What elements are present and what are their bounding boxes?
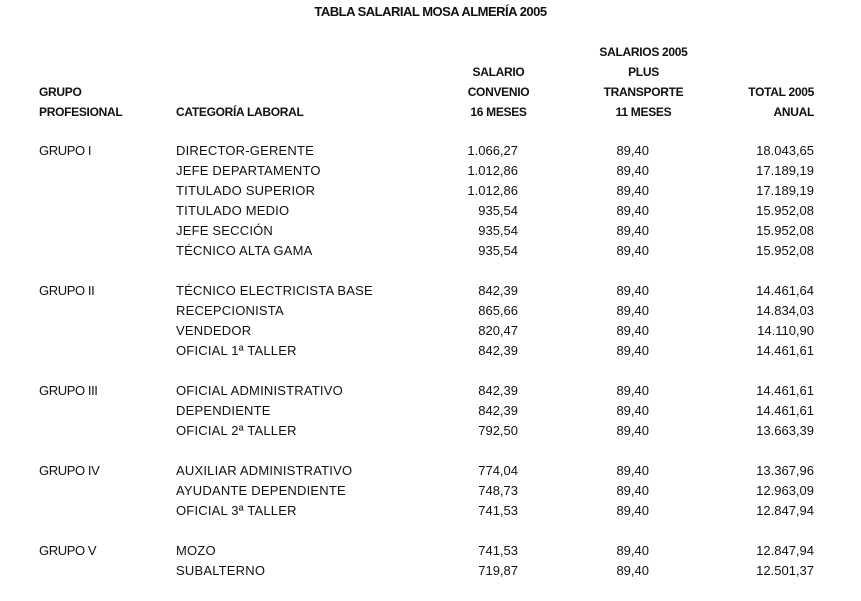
salario-cell: 741,53 [478,543,518,558]
plus-transporte-cell: 89,40 [616,223,649,238]
salario-cell: 820,47 [478,323,518,338]
categoria-cell: SUBALTERNO [176,563,266,578]
total-anual-cell: 17.189,19 [756,183,814,198]
categoria-cell: TITULADO SUPERIOR [176,183,316,198]
total-anual-cell: 12.847,94 [756,503,814,518]
plus-transporte-cell: 89,40 [616,383,649,398]
categoria-cell: OFICIAL ADMINISTRATIVO [176,383,343,398]
header-line: SALARIOS 2005 [599,45,688,59]
table-row [0,241,861,261]
table-row [0,501,861,521]
plus-transporte-cell: 89,40 [616,183,649,198]
total-anual-cell: 13.663,39 [756,423,814,438]
header-line: CONVENIO [467,85,530,99]
plus-transporte-cell: 89,40 [616,243,649,258]
group-block [0,541,861,581]
plus-transporte-cell: 89,40 [616,323,649,338]
total-anual-cell: 12.501,37 [756,563,814,578]
categoria-cell: OFICIAL 3ª TALLER [176,503,297,518]
total-anual-cell: 18.043,65 [756,143,814,158]
group-name: GRUPO II [39,283,95,298]
header-line: TOTAL 2005 [748,85,814,99]
categoria-cell: JEFE DEPARTAMENTO [176,163,321,178]
header-total-anual [690,82,814,122]
table-row [0,381,861,401]
total-anual-cell: 12.963,09 [756,483,814,498]
total-anual-cell: 15.952,08 [756,243,814,258]
header-line: 11 MESES [615,105,672,119]
plus-transporte-cell: 89,40 [616,403,649,418]
salary-table-body [0,141,861,601]
salario-cell: 935,54 [478,223,518,238]
total-anual-cell: 13.367,96 [756,463,814,478]
salario-cell: 741,53 [478,503,518,518]
page-title: TABLA SALARIAL MOSA ALMERÍA 2005 [314,4,547,19]
categoria-cell: JEFE SECCIÓN [176,223,274,238]
header-line: GRUPO [39,85,82,99]
table-row [0,141,861,161]
categoria-cell: RECEPCIONISTA [176,303,284,318]
table-row [0,461,861,481]
categoria-cell: TITULADO MEDIO [176,203,290,218]
header-line: PROFESIONAL [39,105,123,119]
table-row [0,281,861,301]
total-anual-cell: 14.461,61 [756,383,814,398]
table-row [0,541,861,561]
group-name: GRUPO V [39,543,97,558]
salario-cell: 935,54 [478,203,518,218]
total-anual-cell: 14.461,61 [756,343,814,358]
salario-cell: 842,39 [478,283,518,298]
group-block [0,281,861,361]
table-row [0,181,861,201]
group-block [0,381,861,441]
salario-cell: 1.012,86 [467,183,518,198]
salario-cell: 719,87 [478,563,518,578]
salario-cell: 774,04 [478,463,518,478]
categoria-cell: DEPENDIENTE [176,403,271,418]
group-block [0,461,861,521]
plus-transporte-cell: 89,40 [616,483,649,498]
header-line: SALARIO [472,65,525,79]
salario-cell: 935,54 [478,243,518,258]
plus-transporte-cell: 89,40 [616,543,649,558]
salario-cell: 1.012,86 [467,163,518,178]
categoria-cell: VENDEDOR [176,323,252,338]
categoria-cell: OFICIAL 2ª TALLER [176,423,297,438]
total-anual-cell: 17.189,19 [756,163,814,178]
salario-cell: 842,39 [478,403,518,418]
categoria-cell: AYUDANTE DEPENDIENTE [176,483,346,498]
salario-cell: 842,39 [478,343,518,358]
salario-cell: 792,50 [478,423,518,438]
table-row [0,421,861,441]
header-salario-convenio [430,62,567,122]
salario-cell: 865,66 [478,303,518,318]
total-anual-cell: 14.834,03 [756,303,814,318]
header-grupo-profesional [39,82,122,122]
total-anual-cell: 14.461,64 [756,283,814,298]
table-row [0,321,861,341]
plus-transporte-cell: 89,40 [616,503,649,518]
group-name: GRUPO I [39,143,92,158]
table-row [0,341,861,361]
header-categoria-laboral [176,102,304,122]
categoria-cell: TÉCNICO ALTA GAMA [176,243,313,258]
header-line: 16 MESES [470,105,527,119]
categoria-cell: AUXILIAR ADMINISTRATIVO [176,463,353,478]
table-row [0,161,861,181]
plus-transporte-cell: 89,40 [616,143,649,158]
total-anual-cell: 12.847,94 [756,543,814,558]
group-name: GRUPO IV [39,463,100,478]
total-anual-cell: 14.461,61 [756,403,814,418]
plus-transporte-cell: 89,40 [616,203,649,218]
salario-cell: 842,39 [478,383,518,398]
total-anual-cell: 15.952,08 [756,203,814,218]
group-block [0,141,861,261]
total-anual-cell: 15.952,08 [756,223,814,238]
categoria-cell: TÉCNICO ELECTRICISTA BASE [176,283,373,298]
header-line: ANUAL [773,105,814,119]
plus-transporte-cell: 89,40 [616,423,649,438]
categoria-cell: MOZO [176,543,216,558]
table-row [0,221,861,241]
salario-cell: 748,73 [478,483,518,498]
plus-transporte-cell: 89,40 [616,343,649,358]
categoria-cell: DIRECTOR-GERENTE [176,143,315,158]
table-row [0,201,861,221]
header-line: CATEGORÍA LABORAL [176,105,304,119]
salario-cell: 1.066,27 [467,143,518,158]
table-row [0,301,861,321]
categoria-cell: OFICIAL 1ª TALLER [176,343,297,358]
table-row [0,561,861,581]
group-name: GRUPO III [39,383,98,398]
header-line: PLUS [628,65,659,79]
total-anual-cell: 14.110,90 [757,323,814,338]
plus-transporte-cell: 89,40 [616,283,649,298]
header-line: TRANSPORTE [603,85,684,99]
plus-transporte-cell: 89,40 [616,463,649,478]
plus-transporte-cell: 89,40 [616,303,649,318]
table-row [0,481,861,501]
table-row [0,401,861,421]
plus-transporte-cell: 89,40 [616,163,649,178]
plus-transporte-cell: 89,40 [616,563,649,578]
